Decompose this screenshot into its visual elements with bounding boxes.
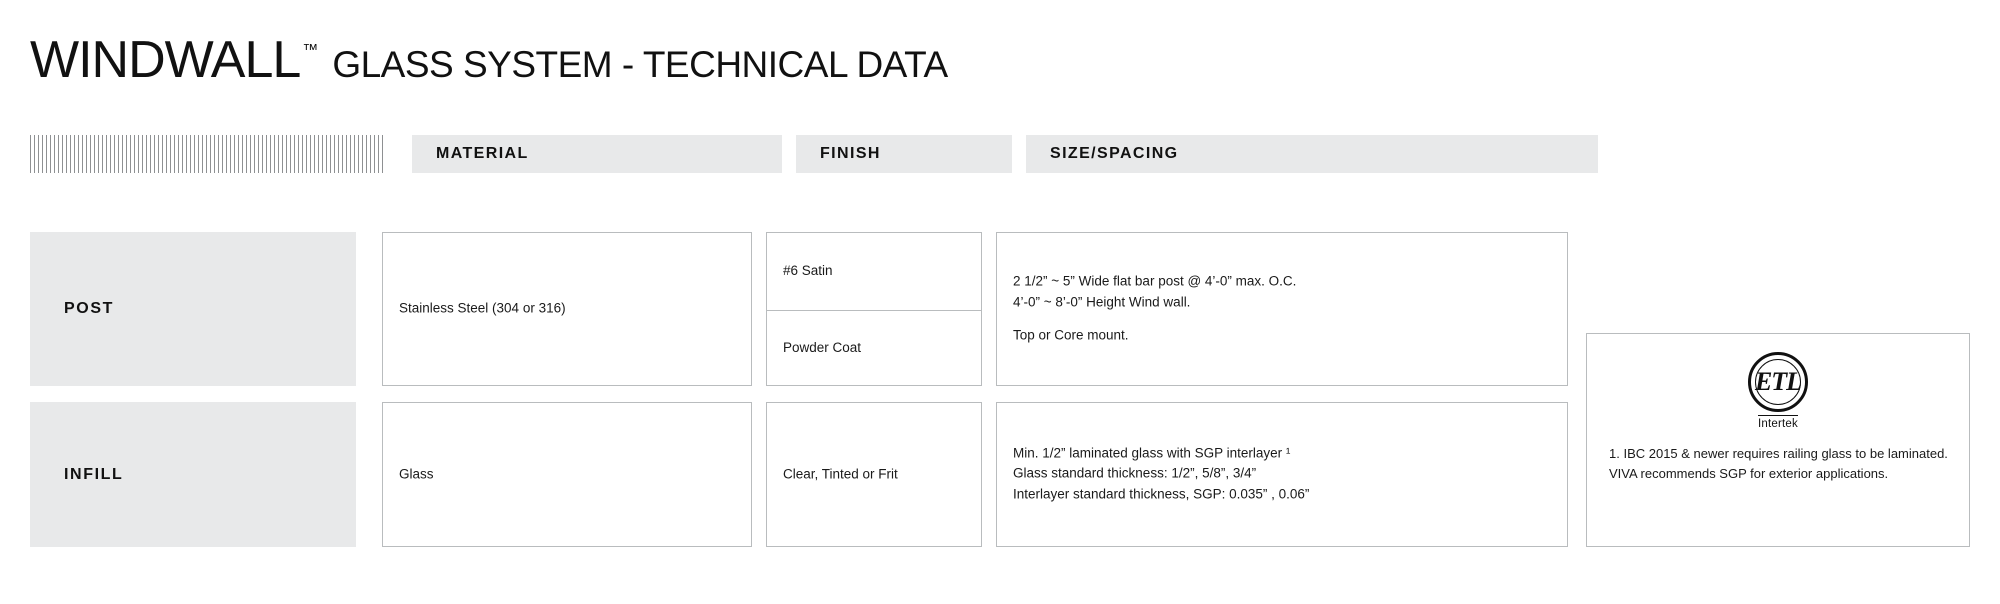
intertek-label: Intertek (1758, 415, 1798, 430)
title-brand: WINDWALL (30, 31, 301, 89)
cell-post-size-line-2: 4’-0” ~ 8’-0” Height Wind wall. (1013, 294, 1191, 310)
cell-post-material (382, 232, 752, 386)
cell-infill-material (382, 402, 752, 547)
etl-intertek-mark (1587, 352, 1969, 430)
cell-infill-size-spacing-text (997, 443, 1567, 506)
cell-post-size-spacing (996, 232, 1568, 386)
etl-badge-text: ETL (1754, 367, 1802, 396)
header-finish-label: FINISH (820, 145, 881, 162)
cell-post-size-line-1: 2 1/2” ~ 5” Wide flat bar post @ 4’-0” max. O.C. (1013, 273, 1297, 289)
cell-post-finish-option-1 (767, 233, 981, 310)
cell-post-size-spacer (1013, 313, 1551, 325)
cell-post-finish-option-2 (767, 310, 981, 387)
etl-badge-icon (1748, 352, 1808, 412)
cell-post-size-spacing-text (997, 272, 1567, 347)
cell-infill-size-line-1: Min. 1/2” laminated glass with SGP interlayer ¹ (1013, 445, 1291, 461)
row-label-infill-text: INFILL (64, 465, 124, 483)
header-size-spacing (1026, 135, 1598, 173)
header-size-spacing-label: SIZE/SPACING (1050, 145, 1179, 162)
header-hatch-block (30, 135, 386, 173)
footnote-text: 1. IBC 2015 & newer requires railing glass to be laminated. VIVA recommends SGP for exterior applications. (1609, 446, 1948, 481)
cell-post-size-line-4: Top or Core mount. (1013, 327, 1129, 343)
trademark-symbol: ™ (302, 42, 319, 59)
cell-post-finish-option-2-text: Powder Coat (783, 340, 862, 356)
header-finish (796, 135, 1012, 173)
row-label-infill (30, 402, 356, 547)
title-subtitle: GLASS SYSTEM - TECHNICAL DATA (332, 44, 948, 85)
certification-note-box (1586, 333, 1970, 547)
cell-infill-size-spacing (996, 402, 1568, 547)
cell-infill-material-text: Glass (399, 466, 434, 482)
cell-infill-finish (766, 402, 982, 547)
cell-infill-size-line-3: Interlayer standard thickness, SGP: 0.035” , 0.06” (1013, 486, 1310, 502)
page-title (30, 31, 948, 89)
cell-post-material-text: Stainless Steel (304 or 316) (399, 300, 566, 316)
cell-post-finish-option-1-text: #6 Satin (783, 263, 833, 279)
cell-infill-finish-text: Clear, Tinted or Frit (783, 466, 898, 482)
row-label-post-text: POST (64, 300, 114, 317)
cell-infill-size-line-2: Glass standard thickness: 1/2”, 5/8”, 3/4” (1013, 466, 1257, 482)
cell-post-finish (766, 232, 982, 386)
row-label-post (30, 232, 356, 386)
header-material (412, 135, 782, 173)
header-material-label: MATERIAL (436, 145, 529, 162)
